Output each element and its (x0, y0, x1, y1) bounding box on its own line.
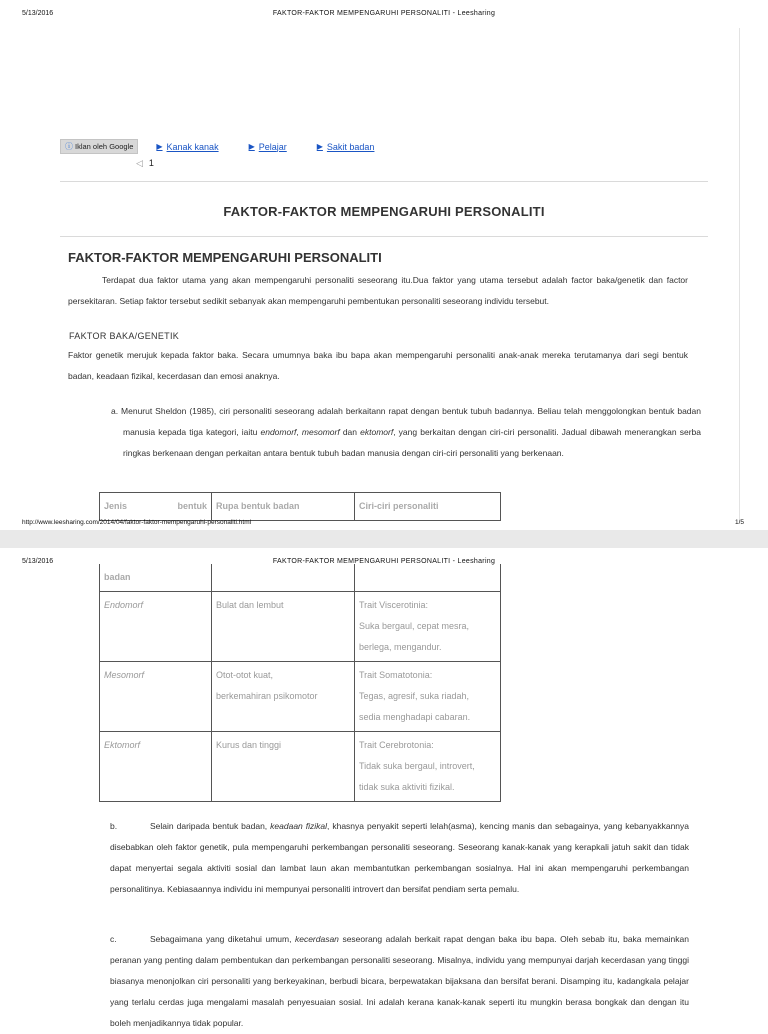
ad-page-number: 1 (148, 158, 154, 168)
section-paragraph: Faktor genetik merujuk kepada faktor baka. Secara umumnya baka ibu bapa akan mempengaruhi personaliti anak-anak mereka terutamanya dari segi bentuk badan, keadaan fizikal, kecerdasan dan emosi anaknya. (68, 350, 688, 381)
print-page-number: 1/5 (734, 519, 744, 526)
table-header-cell: Rupa bentuk badan (212, 493, 355, 521)
divider (60, 181, 708, 182)
table-header-cell: Jenis bentuk (100, 493, 212, 521)
post-title: FAKTOR-FAKTOR MEMPENGARUHI PERSONALITI (223, 204, 545, 219)
table-cell: Trait Cerebrotonia: Tidak suka bergaul, introvert, tidak suka aktiviti fizikal. (355, 732, 501, 802)
table-cell: Trait Somatotonia: Tegas, agresif, suka riadah, sedia menghadapi cabaran. (355, 662, 501, 732)
table-cell: Ektomorf (100, 732, 212, 802)
chevron-left-icon[interactable]: ◁ (136, 158, 143, 168)
table-header-cell: Ciri-ciri personaliti (355, 493, 501, 521)
list-item-b: b. Selain daripada bentuk badan, keadaan fizikal, khasnya penyakit seperti lelah(asma), kencing manis dan sebagainya, yang kebanyakkannya disebabkan oleh faktor genetik, pula mempengaruhi perkembangan personaliti seseorang. Seseorang kanak-kanak yang kerapkali jatuh sakit dan tidak dapat menyertai segala aktiviti sosial dan lambat laun akan membantutkan perkembangan sosialnya. Hal ini akan mempengaruhi perkembangan personalitinya. Kebiasaannya individu ini mempunyai personaliti introvert dan bersifat pendiam serta pemalu. (110, 821, 689, 894)
ad-link-sakit-badan[interactable]: ▶ Sakit badan (316, 141, 375, 152)
body-type-table-head (99, 492, 501, 521)
table-row (100, 564, 501, 592)
ad-link-kanak-kanak[interactable]: ▶ Kanak kanak (156, 141, 219, 152)
pdf-page-2 (0, 548, 768, 1028)
section-heading: FAKTOR BAKA/GENETIK (69, 331, 180, 341)
body-type-table (99, 564, 501, 802)
table-cell: Bulat dan lembut (212, 592, 355, 662)
table-cell: Mesomorf (100, 662, 212, 732)
intro-paragraph: Terdapat dua faktor utama yang akan mempengaruhi personaliti seseorang itu.Dua faktor yang utama tersebut adalah factor baka/genetik dan factor persekitaran. Setiap faktor tersebut sedikit sebanyak akan mempengaruhi pembentukan personaliti seseorang individu tersebut. (68, 275, 688, 306)
table-cell: Endomorf (100, 592, 212, 662)
page-edge-line (739, 28, 740, 523)
ad-link-pelajar[interactable]: ▶ Pelajar (248, 141, 287, 152)
table-cell: Trait Viscerotinia: Suka bergaul, cepat mesra, berlega, mengandur. (355, 592, 501, 662)
list-item-c: c. Sebagaimana yang diketahui umum, kecerdasan seseorang adalah berkait rapat dengan baka ibu bapa. Oleh sebab itu, baka memainkan peranan yang penting dalam pembentukan dan perkembangan personaliti seseorang. Misalnya, individu yang mempunyai darjah kecerdasan yang tinggi biasanya menonjolkan ciri personaliti yang berkeyakinan, berbudi bicara, berpewatakan bijaksana dan bersifat berani. Disamping itu, kadangkala pelajar yang terlalu cerdas juga mengalami masalah penyesuaian sosial. Ini adalah kerana kanak-kanak seperti itu mungkin berasa bongkak dan dengan itu boleh menjadikannya tidak popular. (110, 934, 689, 1028)
table-row (100, 592, 501, 662)
print-url: http://www.leesharing.com/2014/04/faktor-faktor-mempengaruhi-personaliti.html (22, 519, 252, 526)
play-triangle-icon: ▶ (248, 142, 255, 151)
print-title: FAKTOR-FAKTOR MEMPENGARUHI PERSONALITI - Leesharing (272, 558, 496, 565)
ad-bar (60, 139, 404, 154)
print-date: 5/13/2016 (22, 558, 54, 565)
table-cell: Otot-otot kuat, berkemahiran psikomotor (212, 662, 355, 732)
page-gap (0, 530, 768, 548)
divider (60, 236, 708, 237)
play-triangle-icon: ▶ (316, 142, 323, 151)
print-title: FAKTOR-FAKTOR MEMPENGARUHI PERSONALITI - Leesharing (272, 10, 496, 17)
table-cell: Kurus dan tinggi (212, 732, 355, 802)
table-row (100, 662, 501, 732)
table-header-cell: badan (100, 564, 212, 592)
print-date: 5/13/2016 (22, 10, 54, 17)
info-icon: ⓘ (65, 142, 73, 151)
list-item-a: a. Menurut Sheldon (1985), ciri personaliti seseorang adalah berkaitann rapat dengan bentuk tubuh badannya. Beliau telah menggolongkan bentuk badan manusia kepada tiga kategori, iaitu endomorf, mesomorf dan ektomorf, yang berkaitan dengan ciri-ciri personaliti. Jadual dibawah menerangkan serba ringkas berkenaan dengan perkaitan antara bentuk tubuh badan manusia dengan ciri-ciri personaliti yang berkenaan. (111, 406, 701, 458)
play-triangle-icon: ▶ (156, 142, 163, 151)
ad-chip-label: Iklan oleh Google (75, 142, 134, 151)
post-heading: FAKTOR-FAKTOR MEMPENGARUHI PERSONALITI (68, 250, 382, 265)
table-row (100, 732, 501, 802)
ad-pager (136, 158, 154, 169)
ad-chip[interactable] (60, 139, 138, 154)
